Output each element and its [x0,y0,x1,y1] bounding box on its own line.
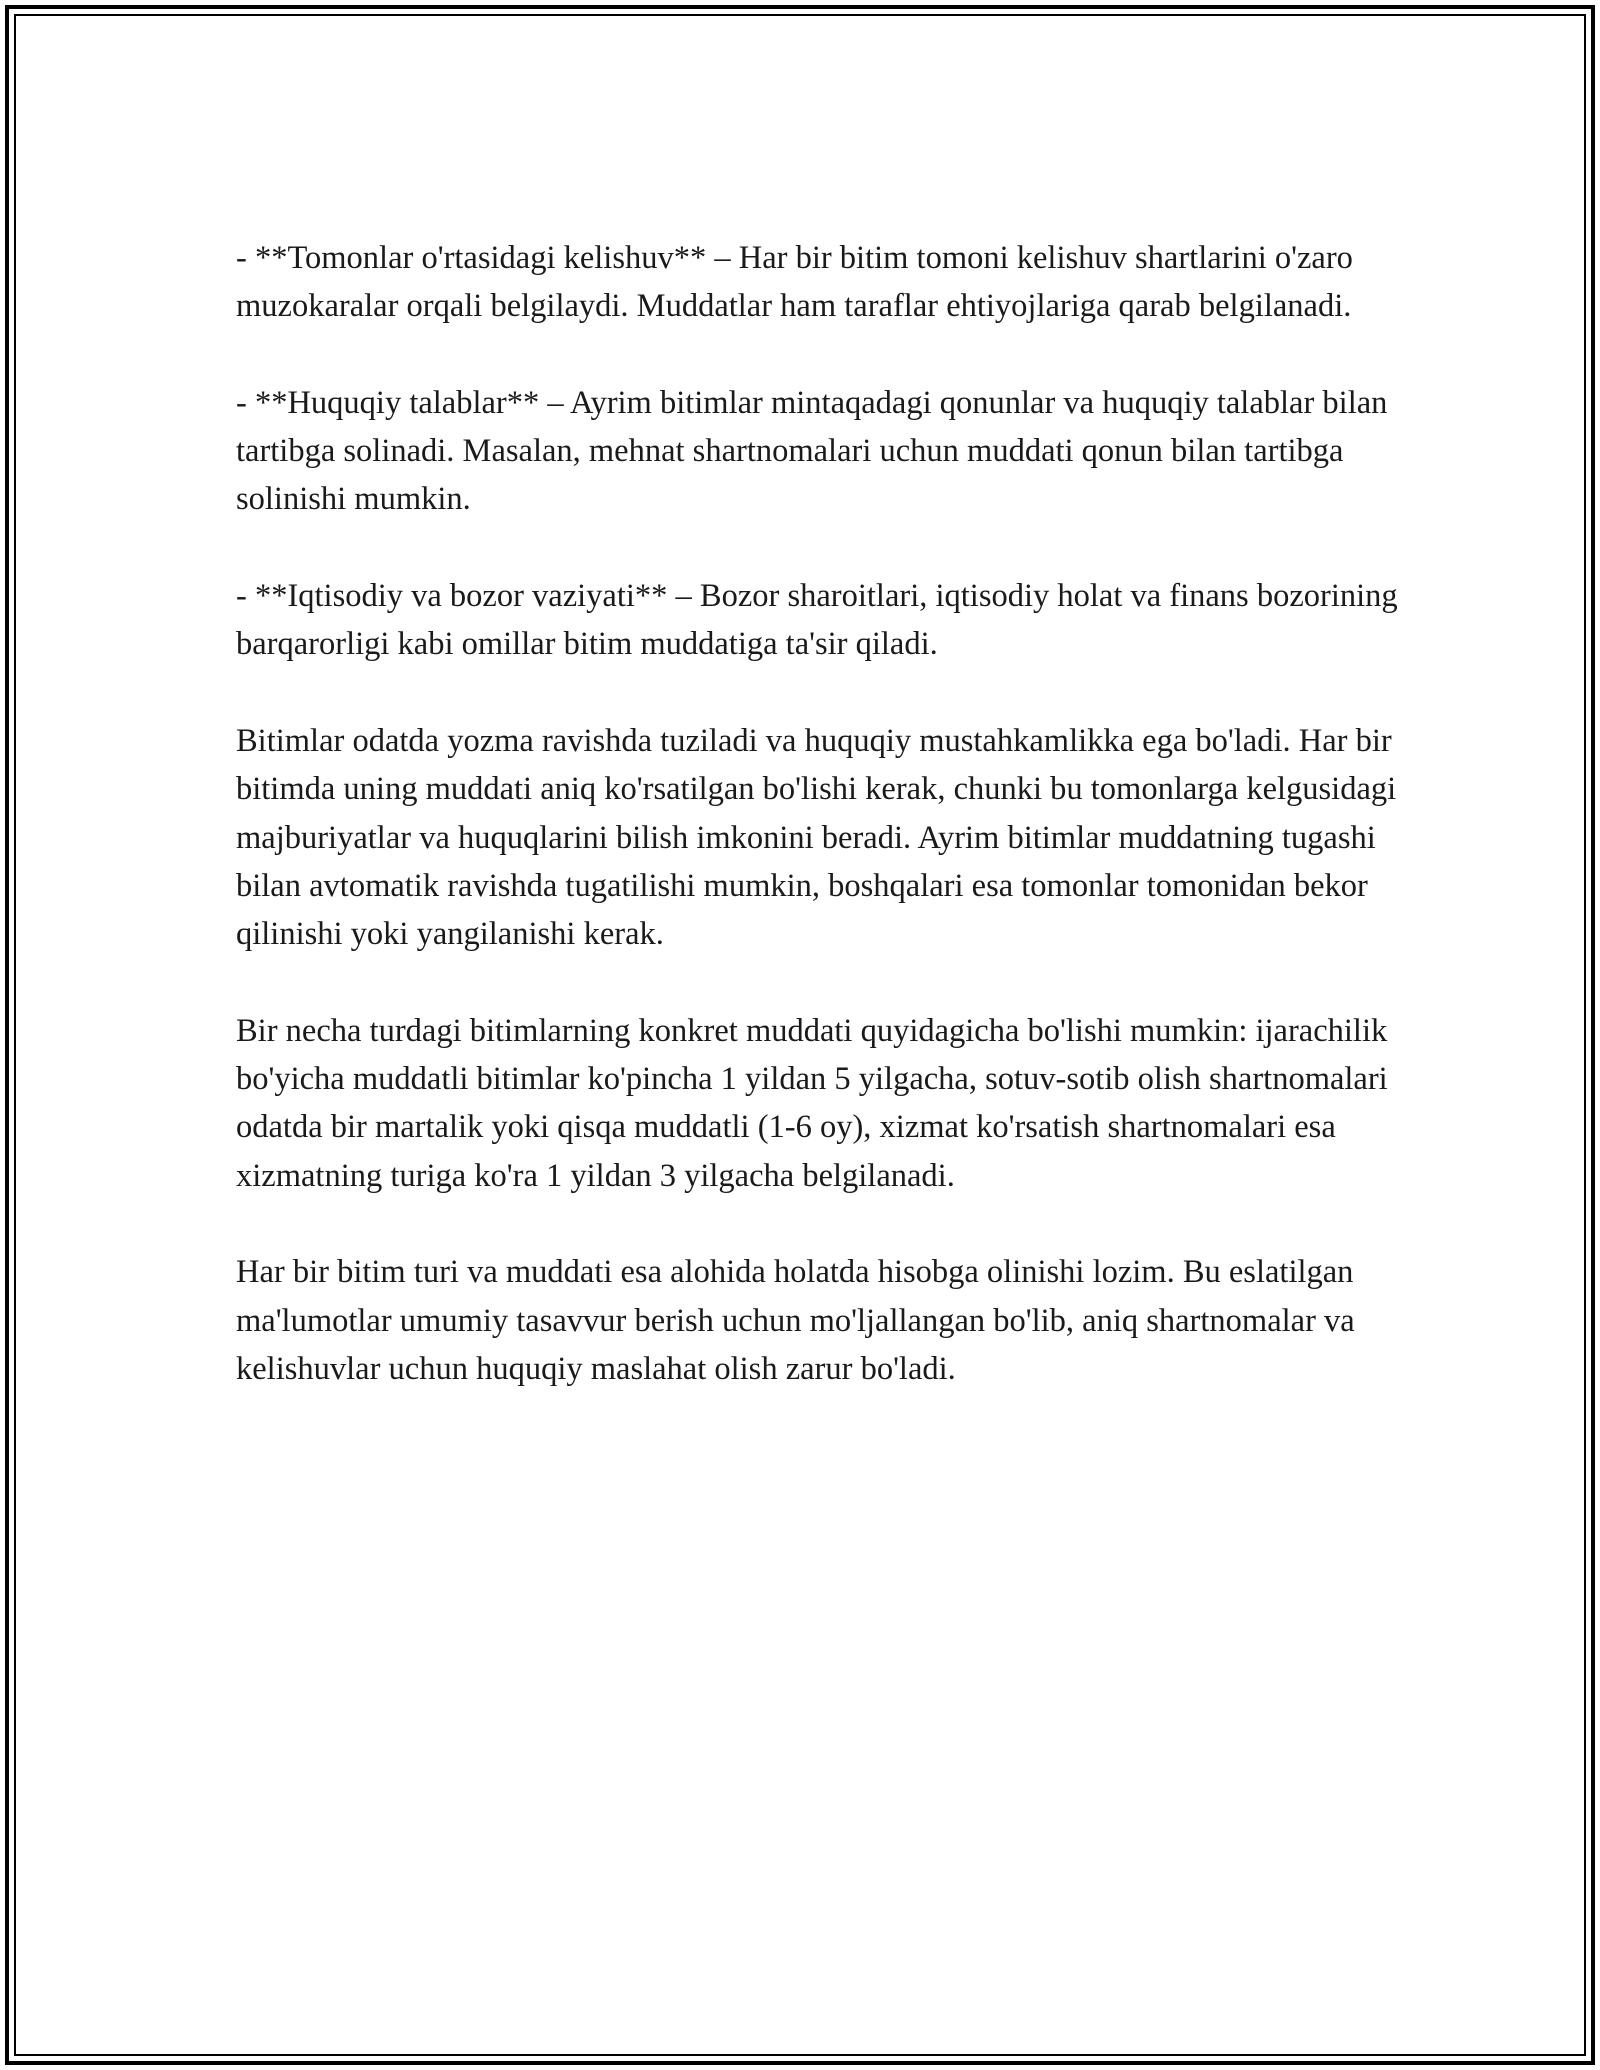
paragraph-huquqiy-talablar: - **Huquqiy talablar** – Ayrim bitimlar mintaqadagi qonunlar va huquqiy talablar bilan tartibga solinadi. Masalan, mehnat shartnomalari uchun muddati qonun bilan tartibga solinishi mumkin. [236,384,1388,518]
paragraph-xulosa: Har bir bitim turi va muddati esa alohida holatda hisobga olinishi lozim. Bu eslatilgan ma'lumotlar umumiy tasavvur berish uchun mo'ljallangan bo'lib, aniq shartnomalar va kelishuvlar uchun huquqiy maslahat olish zarur bo'ladi. [236,1254,1355,1387]
paragraph-tomonlar-kelishuv: - **Tomonlar o'rtasidagi kelishuv** – Har bir bitim tomoni kelishuv shartlarini o'zaro muzokaralar orqali belgilaydi. Muddatlar ham taraflar ehtiyojlariga qarab belgilanadi. [236,240,1353,325]
paragraph-yozma-bitimlar: Bitimlar odatda yozma ravishda tuziladi va huquqiy mustahkamlikka ega bo'ladi. Har bir bitimda uning muddati aniq ko'rsatilgan bo'lishi kerak, chunki bu tomonlarga kelgusidagi majburiyatlar va huquqlarini bilish imkonini beradi. Ayrim bitimlar muddatning tugashi bilan avtomatik ravishda tugatilishi mumkin, boshqalari esa tomonlar tomonidan bekor qilinishi yoki yangilanishi kerak. [236,722,1397,953]
paragraph-bitim-muddatlari: Bir necha turdagi bitimlarning konkret muddati quyidagicha bo'lishi mumkin: ijarachilik bo'yicha muddatli bitimlar ko'pincha 1 yildan 5 yilgacha, sotuv-sotib olish shartnomalari odatda bir martalik yoki qisqa muddatli (1-6 oy), xizmat ko'rsatish shartnomalari esa xizmatning turiga ko'ra 1 yildan 3 yilgacha belgilanadi. [236,1012,1388,1194]
paragraph-iqtisodiy-vaziyat: - **Iqtisodiy va bozor vaziyati** – Bozor sharoitlari, iqtisodiy holat va finans bozorining barqarorligi kabi omillar bitim muddatiga ta'sir qiladi. [236,578,1398,663]
document-body [236,234,1416,1393]
